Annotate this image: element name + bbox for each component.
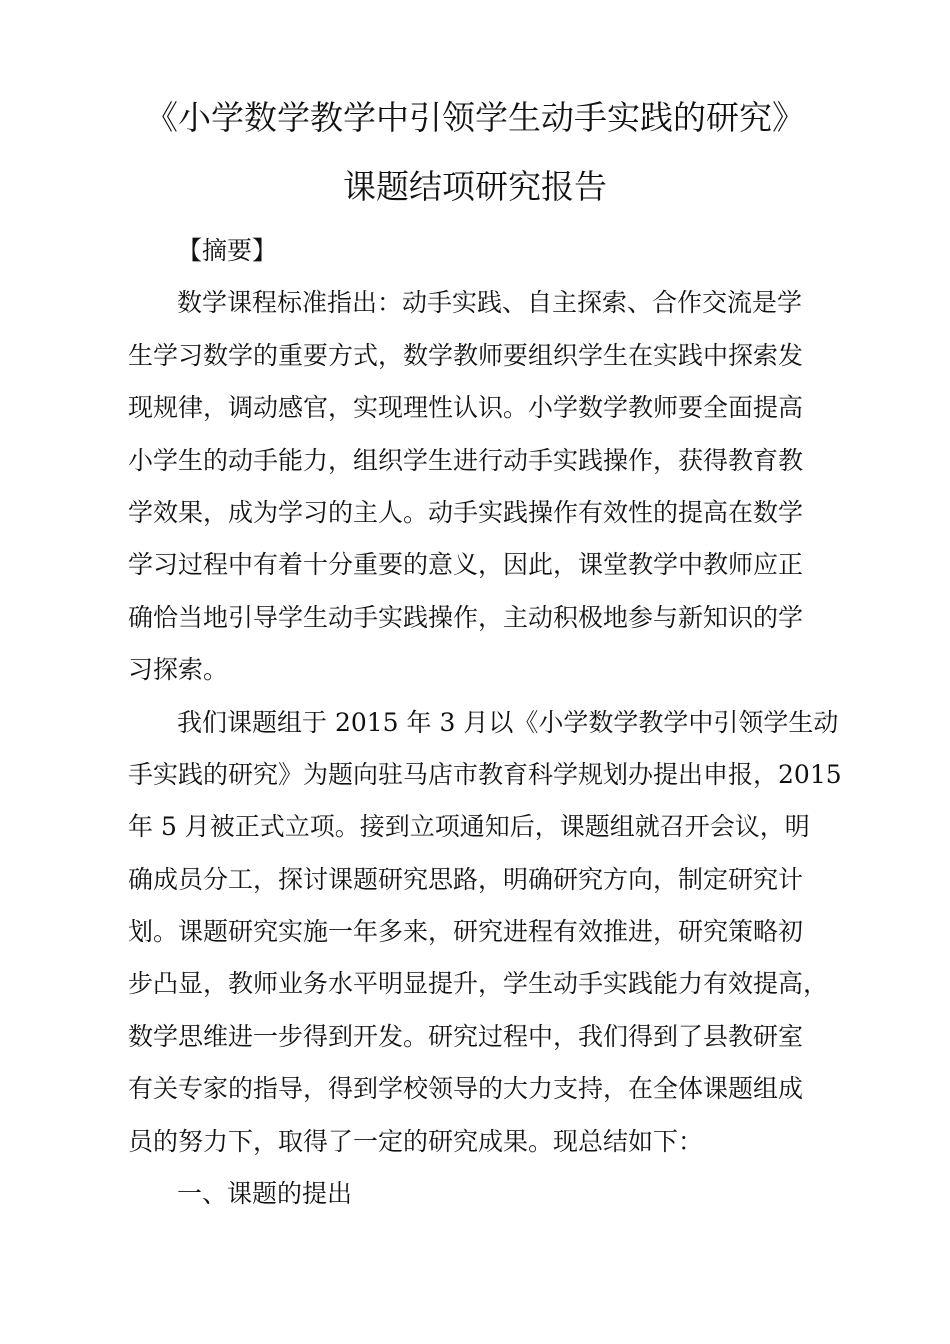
paragraph-2 <box>128 697 842 1169</box>
paragraph-line: 小学生的动手能力，组织学生进行动手实践操作，获得教育教 <box>128 445 804 475</box>
paragraph-1 <box>128 277 828 696</box>
paragraph-line: 生学习数学的重要方式，数学教师要组织学生在实践中探索发 <box>128 340 804 370</box>
section-heading: 一、课题的提出 <box>177 1179 353 1209</box>
abstract-heading: 【摘要】 <box>177 236 278 265</box>
paragraph-line: 学习过程中有着十分重要的意义，因此，课堂教学中教师应正 <box>128 550 804 580</box>
document-body <box>128 225 842 1220</box>
paragraph-line: 数学思维进一步得到开发。研究过程中，我们得到了县教研室 <box>128 1021 804 1051</box>
paragraph-line: 确恰当地引导学生动手实践操作，主动积极地参与新知识的学 <box>128 602 804 632</box>
paragraph-line: 现规律，调动感官，实现理性认识。小学数学教师要全面提高 <box>128 393 804 423</box>
paragraph-line: 学效果，成为学习的主人。动手实践操作有效性的提高在数学 <box>128 497 804 527</box>
paragraph-line: 有关专家的指导，得到学校领导的大力支持，在全体课题组成 <box>128 1074 804 1104</box>
paragraph-line: 数学课程标准指出：动手实践、自主探索、合作交流是学 <box>177 288 803 318</box>
paragraph-line: 确成员分工，探讨课题研究思路，明确研究方向，制定研究计 <box>128 864 804 894</box>
paragraph-line: 习探索。 <box>128 655 229 685</box>
paragraph-line: 员的努力下，取得了一定的研究成果。现总结如下： <box>128 1126 704 1156</box>
paragraph-line: 我们课题组于 2015 年 3 月以《小学数学教学中引领学生动 <box>177 707 839 737</box>
document-title-line-2: 课题结项研究报告 <box>343 167 607 206</box>
paragraph-line: 年 5 月被正式立项。接到立项通知后，课题组就召开会议，明 <box>128 812 810 842</box>
paragraph-line: 划。课题研究实施一年多来，研究进程有效推进，研究策略初 <box>128 917 804 947</box>
document-title-line-1: 《小学数学教学中引领学生动手实践的研究》 <box>145 98 805 137</box>
paragraph-line: 手实践的研究》为题向驻马店市教育科学规划办提出申报，2015 <box>128 759 842 789</box>
paragraph-line: 步凸显，教师业务水平明显提升，学生动手实践能力有效提高， <box>128 969 829 999</box>
